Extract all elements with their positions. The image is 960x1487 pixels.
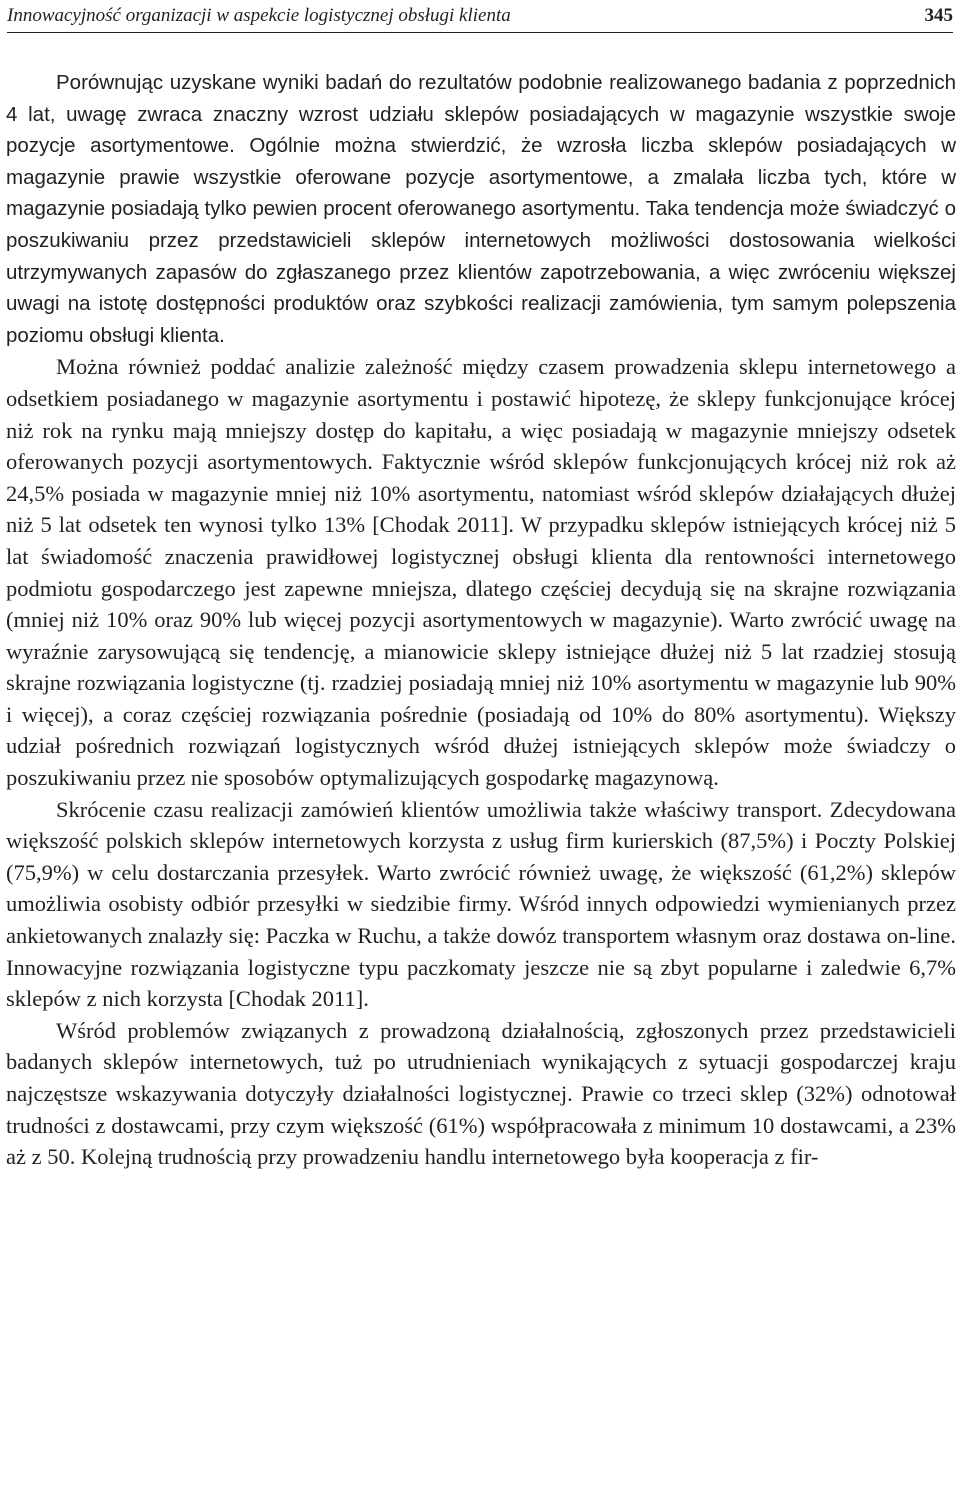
paragraph-4: Wśród problemów związanych z prowadzoną działalnością, zgłoszonych przez przedstawicieli badanych sklepów internetowych, tuż po utrudnieniach wynikających z sytuacji gospodarczej kraju najczęstsze wskazywania dotyczyły działalności logistycznej. Prawie co trzeci sklep (32%) odnotował trudności z dostawcami, przy czym większość (61%) współpracowała z minimum 10 dostawcami, a 23% aż z 50. Kolejną trudnością przy prowadzeniu handlu internetowego była kooperacja z fir- (6, 1017, 956, 1170)
paragraph-1: Porównując uzyskane wyniki badań do rezultatów podobnie realizowanego badania z poprzednich 4 lat, uwagę zwraca znaczny wzrost udziału sklepów posiadających w magazynie wszystkie swoje pozycje asortymentowe. Ogólnie można stwierdzić, że wzrosła liczba sklepów posiadających w magazynie prawie wszystkie oferowane pozycje asortymentowe, a zmalała liczba tych, które w magazynie posiadają tylko pewien procent oferowanego asortymentu. Taka tendencja może świadczyć o poszukiwaniu przez przedstawicieli sklepów internetowych możliwości dostosowania wielkości utrzymywanych zapasów do zgłaszanego przez klientów zapotrzebowania, a więc zwróceniu większej uwagi na istotę dostępności produktów oraz szybkości realizacji zamówienia, tym samym polepszenia poziomu obsługi klienta. (6, 71, 956, 347)
page-number: 345 (924, 5, 953, 26)
body-text (6, 67, 956, 1173)
running-header (7, 0, 953, 33)
paragraph-2: Można również poddać analizie zależność między czasem prowadzenia sklepu internetowego a odsetkiem posiadanego w magazynie asortymentu i postawić hipotezę, że sklepy funkcjonujące krócej niż rok na rynku mają mniejszy dostęp do kapitału, a więc posiadają w magazynie mniejszy odsetek oferowanych pozycji asortymentowych. Faktycznie wśród sklepów funkcjonujących krócej niż rok aż 24,5% posiada w magazynie mniej niż 10% asortymentu, natomiast wśród sklepów działających dłużej niż 5 lat odsetek ten wynosi tylko 13% [Chodak 2011]. W przypadku sklepów istniejących krócej niż 5 lat świadomość znaczenia prawidłowej logistycznej obsługi klienta dla rentowności internetowego podmiotu gospodarczego jest zapewne mniejsza, dlatego częściej decydują się na skrajne rozwiązania (mniej niż 10% oraz 90% lub więcej pozycji asortymentowych w magazynie). Warto zwrócić uwagę na wyraźnie zarysowującą się tendencję, a mianowicie sklepy istniejące dłużej niż 5 lat rzadziej stosują skrajne rozwiązania logistyczne (tj. rzadziej posiadają mniej niż 10% asortymentu w magazynie lub 90% i więcej), a coraz częściej rozwiązania pośrednie (posiadają od 10% do 80% asortymentu). Większy udział pośrednich rozwiązań logistycznych wśród dłużej istniejących sklepów może świadczy o poszukiwaniu przez nie sposobów optymalizujących gospodarkę magazynową. (6, 354, 956, 791)
paragraph-3: Skrócenie czasu realizacji zamówień klientów umożliwia także właściwy transport. Zdecydowana większość polskich sklepów internetowych korzysta z usług firm kurierskich (87,5%) i Poczty Polskiej (75,9%) w celu dostarczania przesyłek. Warto zwrócić również uwagę, że większość (61,2%) sklepów umożliwia osobisty odbiór przesyłki w siedzibie firmy. Wśród innych odpowiedzi wymienianych przez ankietowanych znalazły się: Paczka w Ruchu, a także dowóz transportem własnym oraz dostawa on-line. Innowacyjne rozwiązania logistyczne typu paczkomaty jeszcze nie są zbyt popularne i zaledwie 6,7% sklepów z nich korzysta [Chodak 2011]. (6, 796, 956, 1012)
running-title: Innowacyjność organizacji w aspekcie logistycznej obsługi klienta (7, 5, 511, 26)
